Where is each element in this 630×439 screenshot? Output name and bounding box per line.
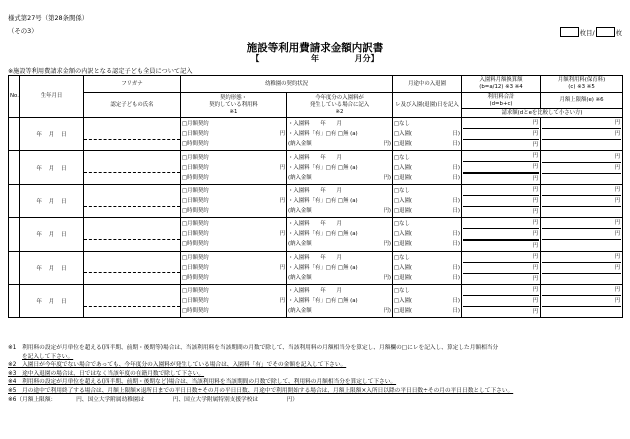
entry-fee-amount[interactable]: (納入金額 (288, 208, 312, 215)
col-monthly-fee-header: 月額利用料(保育料) (c) ※3 ※5 (541, 76, 623, 93)
birth-date-cell[interactable]: 年 月 日 (20, 285, 84, 318)
daily-contract-checkbox[interactable]: □日額契約 (182, 231, 209, 238)
sheet-total-field[interactable] (596, 27, 615, 37)
no-mid-entry-checkbox[interactable]: □なし (394, 154, 410, 161)
entry-fee-amount[interactable]: (納入金額 (288, 274, 312, 281)
entry-fee-date[interactable]: ・入園料 年 月 (288, 121, 342, 128)
table-row (9, 251, 623, 284)
no-mid-entry-checkbox[interactable]: □なし (394, 121, 410, 128)
col-current-fee-header: 今年度分の入園料が 発生している場合に記入 ※2 (287, 93, 393, 118)
contract-type-cell: □月額契約 □日額契約 円 □時間契約 (181, 251, 287, 284)
monthly-contract-checkbox[interactable]: □月額契約 (182, 288, 209, 295)
birth-date-cell[interactable]: 年 月 日 (20, 184, 84, 217)
col-birth-header: 生年月日 (20, 76, 84, 118)
row-number-cell[interactable] (9, 285, 20, 318)
mid-entry-cell: □なし □入園( 日) □退園( 日) (393, 151, 462, 184)
row-number-cell[interactable] (9, 151, 20, 184)
note-6: ※6（月額上限額： 円、国立大学附属幼稚園は 円、国立大学附属特別支援学校は 円） (8, 396, 298, 403)
table-row (9, 151, 623, 184)
header-row-1 (9, 76, 623, 93)
child-name-cell[interactable] (84, 218, 181, 251)
entry-fee-monthly-cell[interactable]: 円 円 円 (462, 184, 541, 217)
current-fee-cell: ・入園料 年 月 ・入園料「有」□有 □無 (a) (納入金額 円) (287, 251, 393, 284)
page-title: 施設等利用費請求金額内訳書 (246, 42, 384, 54)
entry-fee-monthly-cell[interactable]: 円 円 円 (462, 251, 541, 284)
entry-fee-amount[interactable]: (納入金額 (288, 241, 312, 248)
hourly-contract-checkbox[interactable]: □時間契約 (182, 174, 209, 181)
col-monthly-cap-header: 月額上限額(e) ※6 (541, 93, 623, 109)
entry-fee-date[interactable]: ・入園料 年 月 (288, 254, 342, 261)
table-row (9, 285, 623, 318)
furigana-field[interactable] (84, 296, 180, 307)
entry-fee-date[interactable]: ・入園料 年 月 (288, 154, 342, 161)
col-fee-total-header: 利用料合計 (d=b+c) (462, 93, 541, 109)
entry-fee-yesno[interactable]: ・入園料「有」□有 □無 (a) (288, 298, 358, 305)
furigana-field[interactable] (84, 162, 180, 173)
birth-date-cell[interactable]: 年 月 日 (20, 151, 84, 184)
no-mid-entry-checkbox[interactable]: □なし (394, 188, 410, 195)
entry-fee-yesno[interactable]: ・入園料「有」□有 □無 (a) (288, 198, 358, 205)
form-number: 様式第27号（第28条関係） (8, 14, 89, 22)
monthly-fee-cell[interactable]: 円 円 (541, 184, 623, 217)
current-fee-cell: ・入園料 年 月 ・入園料「有」□有 □無 (a) (納入金額 円) (287, 184, 393, 217)
exit-checkbox[interactable]: □退園( (394, 241, 412, 248)
mid-entry-cell: □なし □入園( 日) □退園( 日) (393, 184, 462, 217)
entry-checkbox[interactable]: □入園( (394, 164, 412, 171)
entry-fee-date[interactable]: ・入園料 年 月 (288, 188, 342, 195)
no-mid-entry-checkbox[interactable]: □なし (394, 254, 410, 261)
sheet-of-label: 枚目/ (579, 28, 595, 37)
table-row (9, 184, 623, 217)
entry-fee-amount[interactable]: (納入金額 (288, 174, 312, 181)
note-1-cont: を記入して下さい。 (22, 353, 74, 360)
exit-checkbox[interactable]: □退園( (394, 141, 412, 148)
note-2: ※2 入園日が今年度でない場合であっても、今年度分の入園料が発生している場合は、入園料「有」でその金額を記入して下さい。 (8, 362, 347, 369)
furigana-field[interactable] (84, 229, 180, 240)
mid-entry-cell: □なし □入園( 日) □退園( 日) (393, 285, 462, 318)
mid-entry-cell: □なし □入園( 日) □退園( 日) (393, 218, 462, 251)
footnotes (8, 344, 624, 404)
current-fee-cell: ・入園料 年 月 ・入園料「有」□有 □無 (a) (納入金額 円) (287, 151, 393, 184)
current-fee-cell: ・入園料 年 月 ・入園料「有」□有 □無 (a) (納入金額 円) (287, 218, 393, 251)
birth-date-cell[interactable]: 年 月 日 (20, 251, 84, 284)
monthly-contract-checkbox[interactable]: □月額契約 (182, 188, 209, 195)
furigana-field[interactable] (84, 262, 180, 273)
contract-type-cell: □月額契約 □日額契約 円 □時間契約 (181, 151, 287, 184)
monthly-fee-cell[interactable]: 円 円 (541, 118, 623, 151)
entry-fee-monthly-cell[interactable]: 円 円 円 (462, 118, 541, 151)
daily-contract-checkbox[interactable]: □日額契約 (182, 298, 209, 305)
row-number-cell[interactable] (9, 218, 20, 251)
child-name-cell[interactable] (84, 285, 181, 318)
child-name-cell[interactable] (84, 118, 181, 151)
col-contract-status-header: 幼稚園の契約状況 (181, 76, 393, 93)
sheet-total-label: 枚 (615, 28, 622, 37)
current-fee-cell: ・入園料 年 月 ・入園料「有」□有 □無 (a) (納入金額 円) (287, 285, 393, 318)
col-child-name-header: 認定子どもの氏名 (84, 93, 181, 118)
table-row (9, 118, 623, 151)
entry-checkbox[interactable]: □入園( (394, 298, 412, 305)
top-note: ※施設等利用費請求金額の内訳となる認定子ども全員について記入 (8, 68, 193, 75)
monthly-fee-cell[interactable]: 円 円 (541, 251, 623, 284)
contract-type-cell: □月額契約 □日額契約 円 □時間契約 (181, 184, 287, 217)
child-name-cell[interactable] (84, 151, 181, 184)
daily-contract-checkbox[interactable]: □日額契約 (182, 198, 209, 205)
claim-table (8, 75, 623, 318)
child-name-cell[interactable] (84, 251, 181, 284)
sheet-number-field[interactable] (560, 27, 579, 37)
exit-checkbox[interactable]: □退園( (394, 308, 412, 315)
col-no-header: No. (9, 76, 20, 118)
monthly-fee-cell[interactable]: 円 円 (541, 151, 623, 184)
daily-contract-checkbox[interactable]: □日額契約 (182, 264, 209, 271)
table-row (9, 218, 623, 251)
form-sub-number: （その3） (8, 27, 38, 35)
hourly-contract-checkbox[interactable]: □時間契約 (182, 308, 209, 315)
monthly-contract-checkbox[interactable]: □月額契約 (182, 154, 209, 161)
col-entry-fee-monthly-header: 入園料月額換算額 (b=a/12) ※3 ※4 (462, 76, 541, 93)
note-5: ※5 月の途中で利用終了する場合は、月額上限額×退所日までの平日日数÷その月の平日日数、月途中で利用開始する場合は、月額上限額×入所日以降の平日日数÷その月の平日日数として下さい。 (8, 387, 514, 394)
monthly-contract-checkbox[interactable]: □月額契約 (182, 221, 209, 228)
entry-fee-yesno[interactable]: ・入園料「有」□有 □無 (a) (288, 231, 358, 238)
entry-checkbox[interactable]: □入園( (394, 131, 412, 138)
col-furigana-header: フリガナ (84, 76, 181, 93)
child-name-cell[interactable] (84, 184, 181, 217)
birth-date-cell[interactable]: 年 月 日 (20, 118, 84, 151)
exit-checkbox[interactable]: □退園( (394, 208, 412, 215)
entry-fee-monthly-cell[interactable]: 円 円 円 (462, 151, 541, 184)
birth-date-cell[interactable]: 年 月 日 (20, 218, 84, 251)
entry-checkbox[interactable]: □入園( (394, 198, 412, 205)
note-3: ※3 途中入退園の場合は、日ではなく当該年度の在籍月数で除して下さい。 (8, 370, 205, 377)
col-mid-entry-header: 月途中の入退園 (393, 76, 462, 93)
col-contract-type-header: 契約形態・ 契約している利用料 ※1 (181, 93, 287, 118)
entry-fee-monthly-cell[interactable]: 円 円 円 (462, 285, 541, 318)
hourly-contract-checkbox[interactable]: □時間契約 (182, 241, 209, 248)
contract-type-cell: □月額契約 □日額契約 円 □時間契約 (181, 118, 287, 151)
row-number-cell[interactable] (9, 251, 20, 284)
entry-fee-monthly-cell[interactable]: 円 円 円 (462, 218, 541, 251)
monthly-fee-cell[interactable]: 円 円 (541, 285, 623, 318)
daily-contract-checkbox[interactable]: □日額契約 (182, 131, 209, 138)
note-4: ※4 利用料の設定が月単位を超える(四半期、前期・後期など)場合は、当該利用料を当該期間の月数で除して、利用料の月額相当分を算定して下さい。 (8, 379, 397, 386)
hourly-contract-checkbox[interactable]: □時間契約 (182, 141, 209, 148)
entry-fee-date[interactable]: ・入園料 年 月 (288, 221, 342, 228)
sheet-counter (560, 27, 622, 37)
row-number-cell[interactable] (9, 118, 20, 151)
mid-entry-cell: □なし □入園( 日) □退園( 日) (393, 251, 462, 284)
monthly-fee-cell[interactable]: 円 円 (541, 218, 623, 251)
entry-fee-yesno[interactable]: ・入園料「有」□有 □無 (a) (288, 164, 358, 171)
col-claim-amount-header: 請求額(dとeを比較して小さい方) (462, 109, 623, 118)
entry-fee-yesno[interactable]: ・入園料「有」□有 □無 (a) (288, 264, 358, 271)
entry-checkbox[interactable]: □入園( (394, 264, 412, 271)
no-mid-entry-checkbox[interactable]: □なし (394, 221, 410, 228)
col-mid-entry-detail-header: レ及び入園(退園)日を記入 (393, 93, 462, 118)
hourly-contract-checkbox[interactable]: □時間契約 (182, 208, 209, 215)
current-fee-cell: ・入園料 年 月 ・入園料「有」□有 □無 (a) (納入金額 円) (287, 118, 393, 151)
entry-fee-amount[interactable]: (納入金額 (288, 141, 312, 148)
entry-checkbox[interactable]: □入園( (394, 231, 412, 238)
no-mid-entry-checkbox[interactable]: □なし (394, 288, 410, 295)
contract-type-cell: □月額契約 □日額契約 円 □時間契約 (181, 285, 287, 318)
entry-fee-yesno[interactable]: ・入園料「有」□有 □無 (a) (288, 131, 358, 138)
daily-contract-checkbox[interactable]: □日額契約 (182, 164, 209, 171)
note-1: ※1 利用料の設定が月単位を超える(四半期、前期・後期等)場合は、当該利用料を当該期間の月数で除して、当該利用料の月額相当分を算定し、月額欄の□にレを記入し、算定した月額相当分 (8, 345, 499, 351)
entry-fee-date[interactable]: ・入園料 年 月 (288, 288, 342, 295)
contract-type-cell: □月額契約 □日額契約 円 □時間契約 (181, 218, 287, 251)
furigana-field[interactable] (84, 196, 180, 207)
furigana-field[interactable] (84, 129, 180, 140)
monthly-contract-checkbox[interactable]: □月額契約 (182, 121, 209, 128)
exit-checkbox[interactable]: □退園( (394, 174, 412, 181)
exit-checkbox[interactable]: □退園( (394, 274, 412, 281)
hourly-contract-checkbox[interactable]: □時間契約 (182, 274, 209, 281)
mid-entry-cell: □なし □入園( 日) □退園( 日) (393, 118, 462, 151)
page-subtitle: 【 年 月分】 (251, 54, 379, 63)
row-number-cell[interactable] (9, 184, 20, 217)
monthly-contract-checkbox[interactable]: □月額契約 (182, 254, 209, 261)
entry-fee-amount[interactable]: (納入金額 (288, 308, 312, 315)
